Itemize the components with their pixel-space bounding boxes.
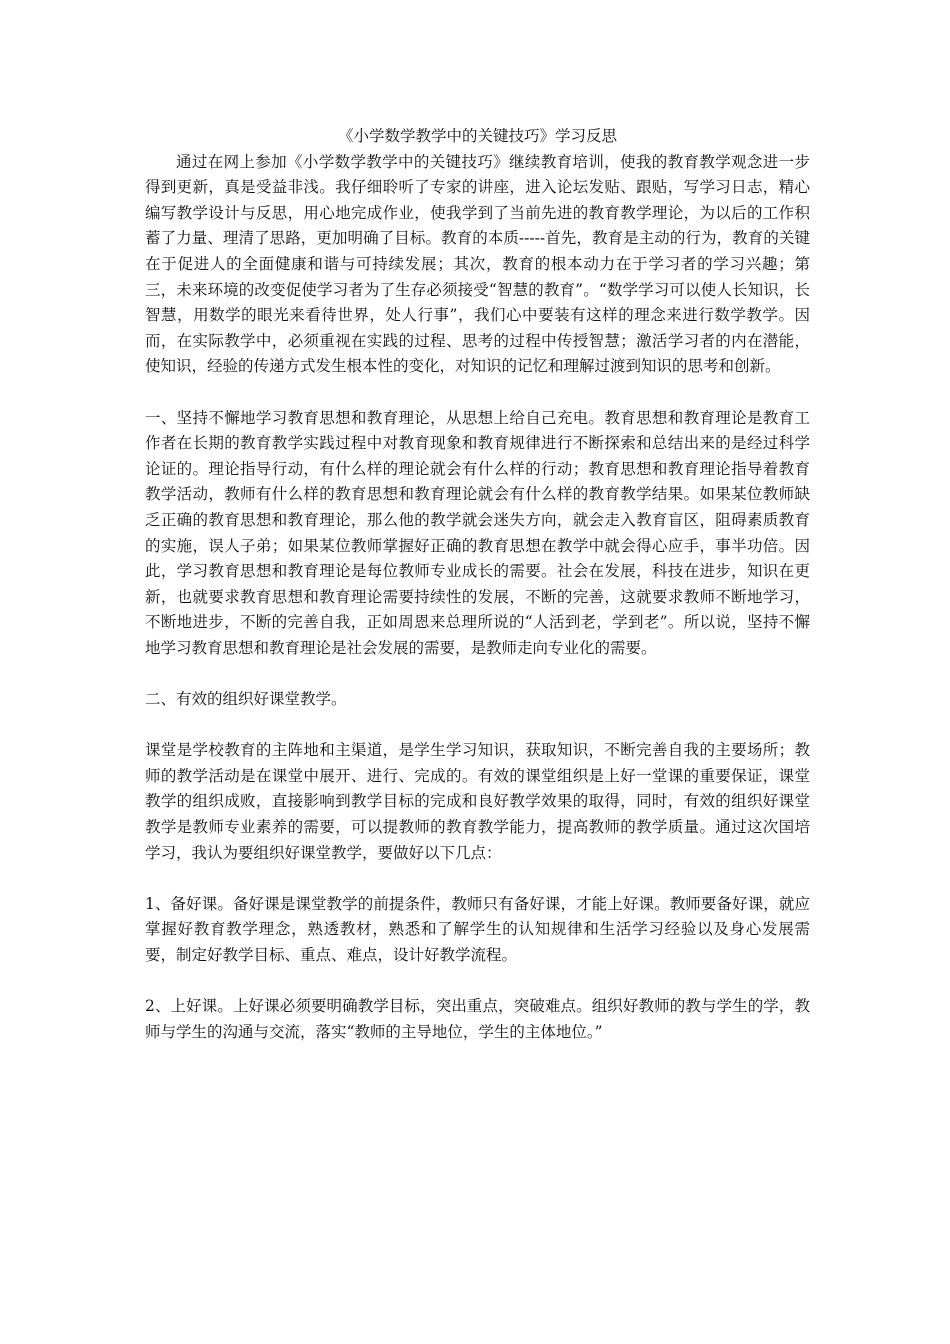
paragraph-spacer <box>145 380 810 406</box>
section-one-paragraph: 一、坚持不懈地学习教育思想和教育理论，从思想上给自己充电。教育思想和教育理论是教育工作者在长期的教育教学实践过程中对教育现象和教育规律进行不断探索和总结出来的是经过科学论证的。理论指导行动，有什么样的理论就会有什么样的行动；教育思想和教育理论指导着教育教学活动，教师有什么样的教育思想和教育理论就会有什么样的教育教学结果。如果某位教师缺乏正确的教育思想和教育理论，那么他的教学就会迷失方向，就会走入教育盲区，阻碍素质教育的实施，误人子弟；如果某位教师掌握好正确的教育思想在教学中就会得心应手，事半功倍。因此，学习教育思想和教育理论是每位教师专业成长的需要。社会在发展，科技在进步，知识在更新，也就要求教育思想和教育理论需要持续性的发展，不断的完善，这就要求教师不断地学习，不断地进步，不断的完善自我，正如周恩来总理所说的“人活到老，学到老”。所以说，坚持不懈地学习教育思想和教育理论是社会发展的需要，是教师走向专业化的需要。 <box>145 408 810 657</box>
section-two-heading: 二、有效的组织好课堂教学。 <box>145 690 347 709</box>
paragraph-spacer <box>145 866 810 892</box>
paragraph-spacer <box>145 661 810 687</box>
paragraph-spacer <box>145 969 810 995</box>
point-two-paragraph: 2、上好课。上好课必须要明确教学目标，突出重点，突破难点。组织好教师的教与学生的学，教师与学生的沟通与交流，落实“教师的主导地位，学生的主体地位。” <box>145 997 810 1041</box>
section-two-paragraph: 课堂是学校教育的主阵地和主渠道，是学生学习知识，获取知识，不断完善自我的主要场所；教师的教学活动是在课堂中展开、进行、完成的。有效的课堂组织是上好一堂课的重要保证，课堂教学的组织成败，直接影响到教学目标的完成和良好教学效果的取得，同时，有效的组织好课堂教学是教师专业素养的需要，可以提教师的教育教学能力，提高教师的教学质量。通过这次国培学习，我认为要组织好课堂教学，要做好以下几点： <box>145 741 810 862</box>
document-body <box>145 124 810 1045</box>
intro-paragraph: 通过在网上参加《小学数学教学中的关键技巧》继续教育培训，使我的教育教学观念进一步得到更新，真是受益非浅。我仔细聆听了专家的讲座，进入论坛发贴、跟贴，写学习日志，精心编写教学设计与反思，用心地完成作业，使我学到了当前先进的教育教学理论，为以后的工作积蓄了力量、理清了思路，更加明确了目标。教育的本质-----首先，教育是主动的行为，教育的关键在于促进人的全面健康和谐与可持续发展；其次，教育的根本动力在于学习者的学习兴趣；第三，未来环境的改变促使学习者为了生存必须接受“智慧的教育”。“数学学习可以使人长知识，长智慧，用数学的眼光来看待世界，处人行事”，我们心中要装有这样的理念来进行数学教学。因而，在实际教学中，必须重视在实践的过程、思考的过程中传授智慧；激活学习者的内在潜能，使知识，经验的传递方式发生根本性的变化，对知识的记忆和理解过渡到知识的思考和创新。 <box>145 152 810 376</box>
document-title: 《小学数学教学中的关键技巧》学习反思 <box>337 127 617 145</box>
point-one-paragraph: 1、备好课。备好课是课堂教学的前提条件，教师只有备好课，才能上好课。教师要备好课，就应掌握好教育教学理念，熟透教材，熟悉和了解学生的认知规律和生活学习经验以及身心发展需要，制定好教学目标、重点、难点，设计好教学流程。 <box>145 894 810 964</box>
paragraph-spacer <box>145 713 810 739</box>
